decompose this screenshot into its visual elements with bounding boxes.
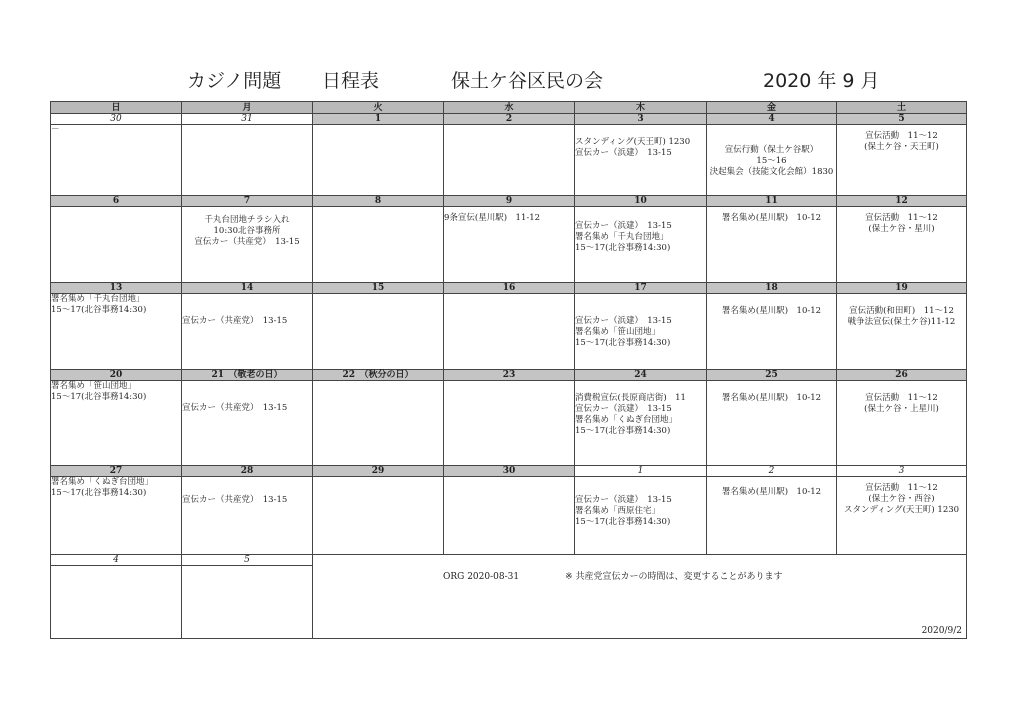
weekday-sun: 日 bbox=[51, 102, 182, 114]
event-line: (保土ケ谷・星川) bbox=[868, 224, 935, 234]
event-line: 消費税宣伝(長原商店街) 11 bbox=[575, 393, 686, 403]
event-line: 戦争法宣伝(保土ケ谷)11-12 bbox=[847, 317, 956, 327]
event-line: (保土ケ谷・上星川) bbox=[864, 404, 939, 414]
weekday-header-row bbox=[51, 102, 967, 114]
day-number-row bbox=[51, 370, 967, 381]
day-number: 26 bbox=[837, 370, 967, 381]
day-cell bbox=[444, 294, 575, 370]
event-line: 署名集め「笹山団地」 bbox=[575, 327, 661, 337]
day-number: 6 bbox=[51, 196, 182, 207]
day-cell bbox=[182, 294, 313, 370]
event-line: 宣伝カー（共産党） 13-15 bbox=[182, 316, 288, 326]
day-number: 22 （秋分の日） bbox=[313, 370, 444, 381]
title-group: 保土ケ谷区民の会 bbox=[451, 70, 604, 92]
event-line: 署名集め「笹山団地」 bbox=[51, 381, 137, 391]
day-cell bbox=[837, 207, 967, 283]
event-line: 宣伝活動 11～12 bbox=[865, 131, 938, 141]
day-number-row bbox=[51, 114, 967, 125]
day-number: 7 bbox=[182, 196, 313, 207]
day-cell bbox=[51, 566, 182, 639]
day-number: 23 bbox=[444, 370, 575, 381]
day-number: 9 bbox=[444, 196, 575, 207]
event-line: 宣伝カー（浜建） 13-15 bbox=[575, 221, 672, 231]
weekday-thu: 木 bbox=[575, 102, 707, 114]
day-number: 4 bbox=[707, 114, 837, 125]
event-line: 署名集め(星川駅) 10-12 bbox=[721, 487, 822, 497]
events-row bbox=[51, 294, 967, 370]
day-cell bbox=[444, 207, 575, 283]
day-number: 2 bbox=[707, 466, 837, 477]
day-number: 3 bbox=[575, 114, 707, 125]
event-line: 15～17(北谷事務14:30) bbox=[51, 488, 147, 498]
day-cell bbox=[444, 381, 575, 466]
event-line: 署名集め「千丸台団地」 bbox=[51, 294, 145, 304]
day-cell bbox=[313, 381, 444, 466]
event-line: スタンディング(天王町) 1230 bbox=[575, 137, 691, 147]
event-line: 署名集め(星川駅) 10-12 bbox=[721, 213, 822, 223]
calendar-table bbox=[50, 101, 967, 639]
day-cell bbox=[182, 207, 313, 283]
day-cell bbox=[707, 294, 837, 370]
day-cell bbox=[51, 125, 182, 196]
event-line: 宣伝活動 11～12 bbox=[865, 483, 938, 493]
day-cell bbox=[182, 381, 313, 466]
day-number: 16 bbox=[444, 283, 575, 294]
event-line: (保土ケ谷・西谷) bbox=[868, 494, 935, 504]
event-line: 署名集め(星川駅) 10-12 bbox=[721, 306, 822, 316]
day-number: 4 bbox=[51, 555, 182, 566]
day-number-row bbox=[51, 196, 967, 207]
day-number: 27 bbox=[51, 466, 182, 477]
day-cell bbox=[707, 477, 837, 555]
event-line: 署名集め「くぬぎ台団地」 bbox=[575, 415, 678, 425]
day-cell bbox=[575, 381, 707, 466]
event-line: 宣伝活動(和田町) 11～12 bbox=[849, 306, 954, 316]
day-number: 12 bbox=[837, 196, 967, 207]
day-number: 5 bbox=[182, 555, 313, 566]
event-line: 15～17(北谷事務14:30) bbox=[51, 305, 147, 315]
day-number: 13 bbox=[51, 283, 182, 294]
day-number: 11 bbox=[707, 196, 837, 207]
day-cell bbox=[837, 294, 967, 370]
events-row bbox=[51, 207, 967, 283]
day-cell bbox=[182, 566, 313, 639]
day-cell bbox=[837, 477, 967, 555]
day-number: 29 bbox=[313, 466, 444, 477]
event-line: スタンディング(天王町) 1230 bbox=[843, 505, 960, 515]
day-number: 24 bbox=[575, 370, 707, 381]
day-cell bbox=[837, 381, 967, 466]
events-row bbox=[51, 477, 967, 555]
event-line: 宣伝カー（浜建） 13-15 bbox=[575, 148, 672, 158]
day-number: 28 bbox=[182, 466, 313, 477]
event-line: 宣伝活動 11～12 bbox=[865, 213, 938, 223]
day-cell bbox=[51, 477, 182, 555]
weekday-mon: 月 bbox=[182, 102, 313, 114]
event-line: 宣伝行動（保土ケ谷駅） bbox=[724, 145, 819, 155]
day-number: 5 bbox=[837, 114, 967, 125]
day-number: 10 bbox=[575, 196, 707, 207]
title-org-topic: カジノ問題 bbox=[187, 70, 282, 92]
event-line: 9条宣伝(星川駅) 11-12 bbox=[444, 213, 541, 223]
day-cell bbox=[313, 207, 444, 283]
day-number: 25 bbox=[707, 370, 837, 381]
day-number-row bbox=[51, 283, 967, 294]
day-cell bbox=[707, 207, 837, 283]
event-line: 宣伝カー（浜建） 13-15 bbox=[575, 404, 672, 414]
event-line: 15～17(北谷事務14:30) bbox=[575, 338, 671, 348]
event-line: 10:30北谷事務所 bbox=[213, 226, 281, 236]
day-cell bbox=[575, 477, 707, 555]
weekday-sat: 土 bbox=[837, 102, 967, 114]
day-cell bbox=[313, 477, 444, 555]
day-number: 30 bbox=[444, 466, 575, 477]
event-line: 署名集め「くぬぎ台団地」 bbox=[51, 477, 154, 487]
event-line: 宣伝カー（共産党） 13-15 bbox=[182, 495, 288, 505]
org-date bbox=[443, 569, 783, 582]
day-cell bbox=[575, 125, 707, 196]
day-number: 31 bbox=[182, 114, 313, 125]
day-number: 3 bbox=[837, 466, 967, 477]
day-number: 20 bbox=[51, 370, 182, 381]
event-line: 15～17(北谷事務14:30) bbox=[575, 517, 671, 527]
event-line: 宣伝カー（浜建） 13-15 bbox=[575, 495, 672, 505]
event-line: 決起集会（技能文化会館）1830 bbox=[709, 167, 834, 177]
day-number-row bbox=[51, 466, 967, 477]
event-line: 15～17(北谷事務14:30) bbox=[575, 426, 671, 436]
day-cell bbox=[182, 477, 313, 555]
day-cell bbox=[313, 294, 444, 370]
events-row bbox=[51, 125, 967, 196]
day-number: 14 bbox=[182, 283, 313, 294]
event-line: 署名集め「西原住宅」 bbox=[575, 506, 661, 516]
event-line: 15～17(北谷事務14:30) bbox=[575, 243, 671, 253]
day-number: 19 bbox=[837, 283, 967, 294]
day-cell bbox=[182, 125, 313, 196]
day-number: 1 bbox=[575, 466, 707, 477]
weekday-tue: 火 bbox=[313, 102, 444, 114]
trailing-days-row bbox=[51, 555, 967, 566]
events-row bbox=[51, 381, 967, 466]
weekday-wed: 水 bbox=[444, 102, 575, 114]
day-cell bbox=[575, 207, 707, 283]
day-cell bbox=[444, 477, 575, 555]
org-text: ORG 2020-08-31 bbox=[443, 572, 520, 582]
day-cell bbox=[707, 381, 837, 466]
event-line: 宣伝カー（共産党） 13-15 bbox=[182, 403, 288, 413]
notice-text: ※ 共産党宣伝カーの時間は、変更することがあります bbox=[565, 572, 783, 582]
weekday-fri: 金 bbox=[707, 102, 837, 114]
event-line: 15～17(北谷事務14:30) bbox=[51, 392, 147, 402]
event-line: 宣伝活動 11～12 bbox=[865, 393, 938, 403]
day-cell bbox=[51, 381, 182, 466]
day-number: 17 bbox=[575, 283, 707, 294]
day-cell bbox=[313, 125, 444, 196]
event-line: (保土ケ谷・天王町) bbox=[864, 142, 939, 152]
event-line: 千丸台団地チラシ入れ bbox=[204, 215, 290, 225]
event-line: 署名集め(星川駅) 10-12 bbox=[721, 393, 822, 403]
print-date: 2020/9/2 bbox=[921, 626, 962, 636]
event-line: 宣伝カー（浜建） 13-15 bbox=[575, 316, 672, 326]
day-number: 21 （敬老の日） bbox=[182, 370, 313, 381]
day-cell bbox=[575, 294, 707, 370]
title-month: 2020 年 9 月 bbox=[763, 70, 880, 92]
day-cell bbox=[837, 125, 967, 196]
event-line: － bbox=[51, 125, 60, 135]
day-number: 18 bbox=[707, 283, 837, 294]
day-number: 8 bbox=[313, 196, 444, 207]
day-cell bbox=[707, 125, 837, 196]
day-cell bbox=[51, 207, 182, 283]
day-number: 30 bbox=[51, 114, 182, 125]
day-cell bbox=[51, 294, 182, 370]
event-line: 署名集め「千丸台団地」 bbox=[575, 232, 669, 242]
day-number: 1 bbox=[313, 114, 444, 125]
footer-note-area bbox=[313, 555, 967, 639]
day-cell bbox=[444, 125, 575, 196]
event-line: 宣伝カー（共産党） 13-15 bbox=[194, 237, 300, 247]
event-line: 15～16 bbox=[756, 156, 787, 166]
day-number: 15 bbox=[313, 283, 444, 294]
day-number: 2 bbox=[444, 114, 575, 125]
title-schedule: 日程表 bbox=[322, 70, 380, 92]
